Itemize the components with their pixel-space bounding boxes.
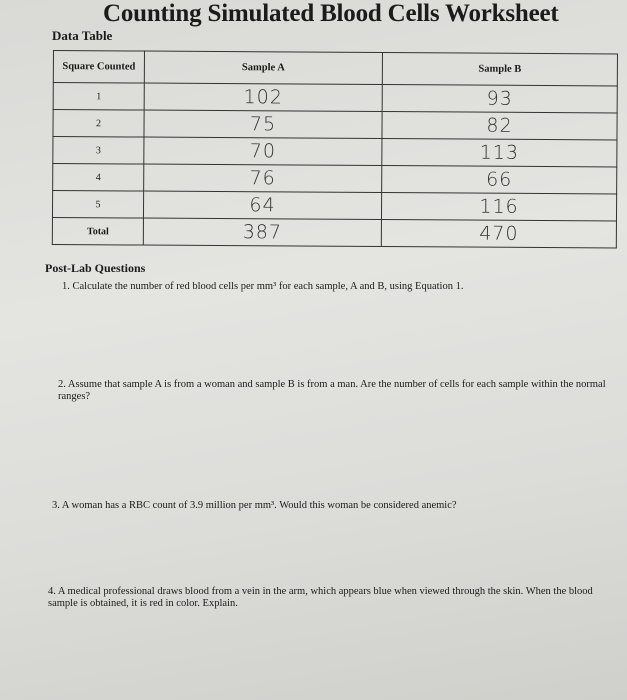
- data-table: [52, 50, 618, 248]
- square-number: 4: [53, 164, 144, 192]
- data-table-label: Data Table: [52, 28, 113, 43]
- sample-b-value: 66: [382, 166, 617, 194]
- sample-a-value: 64: [143, 191, 381, 219]
- header-sample-a: Sample A: [144, 51, 382, 84]
- question-2: 2. Assume that sample A is from a woman and sample B is from a man. Are the number of cells for each sample within the normal ranges?: [58, 379, 606, 402]
- square-number: 3: [53, 137, 144, 165]
- post-lab-heading: Post-Lab Questions: [45, 261, 146, 275]
- square-number: 2: [53, 110, 144, 138]
- table-row: [53, 110, 617, 140]
- square-number: 5: [52, 191, 143, 219]
- header-sample-b: Sample B: [382, 53, 617, 86]
- table-row: [53, 137, 617, 167]
- header-square-counted: Square Counted: [53, 51, 144, 84]
- sample-b-value: 116: [381, 193, 616, 221]
- sample-a-total: 387: [143, 218, 381, 246]
- sample-a-value: 70: [144, 137, 382, 165]
- sample-b-value: 82: [382, 112, 617, 140]
- question-1: 1. Calculate the number of red blood cells per mm³ for each sample, A and B, using Equation 1.: [62, 281, 464, 292]
- sample-a-value: 75: [144, 110, 382, 138]
- table-total-row: [52, 217, 616, 247]
- sample-b-value: 93: [382, 85, 617, 113]
- sample-a-value: 102: [144, 83, 382, 111]
- table-row: [53, 83, 617, 113]
- question-4: 4. A medical professional draws blood from a vein in the arm, which appears blue when viewed through the skin. When the blood sample is obtained, it is red in color. Explain.: [48, 586, 593, 609]
- sample-b-value: 113: [382, 139, 617, 167]
- total-label: Total: [52, 217, 143, 245]
- table-row: [53, 164, 617, 194]
- worksheet-title: Counting Simulated Blood Cells Worksheet: [103, 0, 559, 27]
- square-number: 1: [53, 83, 144, 111]
- table-row: [52, 191, 616, 221]
- sample-a-value: 76: [144, 164, 382, 192]
- question-3: 3. A woman has a RBC count of 3.9 million per mm³. Would this woman be considered anemic?: [52, 500, 457, 511]
- table-header-row: [53, 51, 617, 86]
- sample-b-total: 470: [381, 220, 616, 248]
